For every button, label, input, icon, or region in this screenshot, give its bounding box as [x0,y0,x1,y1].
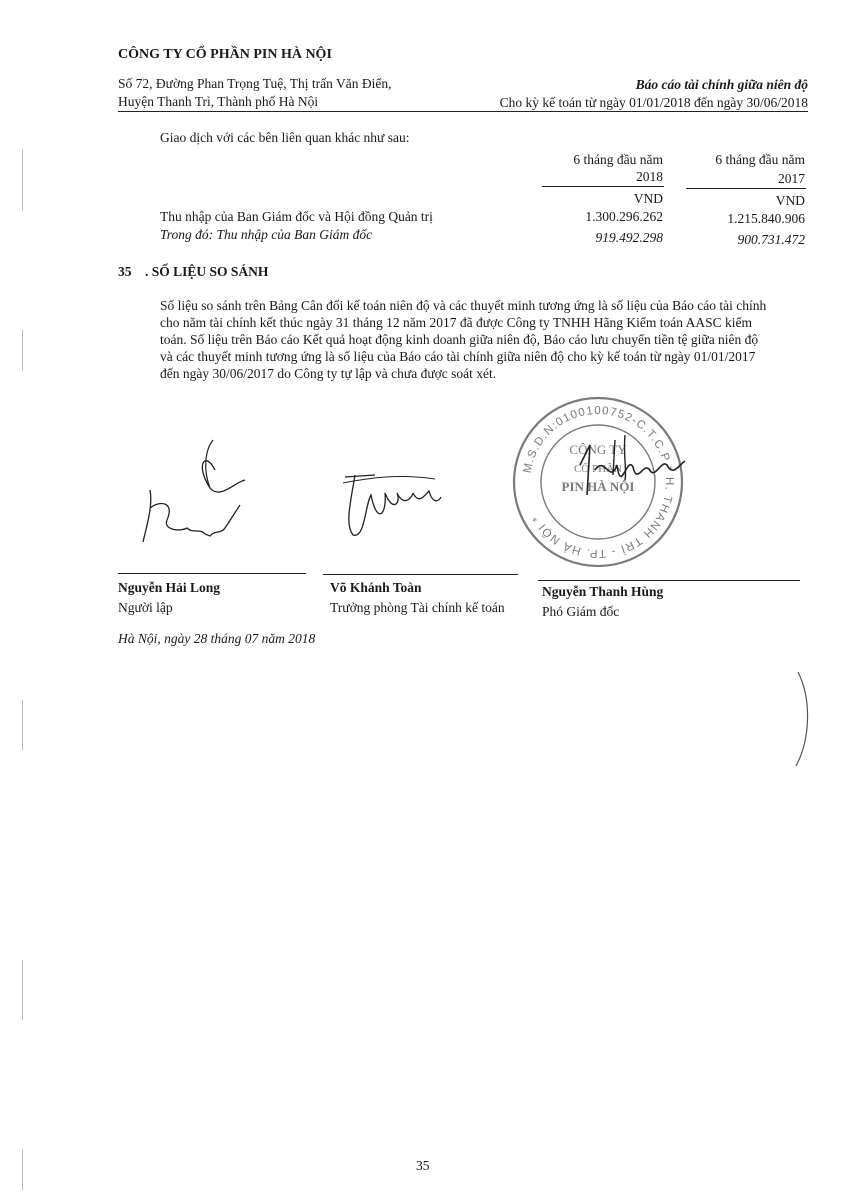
table-row-label: Thu nhập của Ban Giám đốc và Hội đồng Quản trị [160,209,433,224]
scan-edge-mark [22,330,23,370]
stamp-center-line-1: CÔNG TY [569,442,627,457]
signature-rule-accountant [323,574,518,575]
scan-edge-mark [22,700,23,750]
company-name: CÔNG TY CỔ PHẦN PIN HÀ NỘI [118,47,332,62]
section-title: . SỐ LIỆU SO SÁNH [145,264,269,279]
margin-mark [790,670,820,770]
signature-rule-preparer [118,573,306,574]
report-title: Báo cáo tài chính giữa niên độ [635,77,808,92]
section-paragraph [160,297,808,382]
signature-rule-director [538,580,800,581]
scan-edge-mark [22,960,23,1020]
address-line-1: Số 72, Đường Phan Trọng Tuệ, Thị trấn Văn Điển, [118,76,392,91]
paragraph-line: toán. Số liệu trên Báo cáo Kết quả hoạt động kinh doanh giữa niên độ, Báo cáo lưu chuyển tiền tệ giữa niên độ [160,332,759,347]
signatory-role-director: Phó Giám đốc [542,604,620,619]
table-row-value-2017: 1.215.840.906 [727,211,805,226]
address-line-2: Huyện Thanh Trì, Thành phố Hà Nội [118,94,319,109]
page-number: 35 [416,1158,430,1173]
place-date: Hà Nội, ngày 28 tháng 07 năm 2018 [118,631,316,646]
col-2017-header-line2: 2017 [778,171,805,186]
signature-accountant [335,465,445,545]
signatory-role-preparer: Người lập [118,600,173,615]
report-period: Cho kỳ kế toán từ ngày 01/01/2018 đến ngày 30/06/2018 [499,95,808,110]
signatory-name-accountant: Võ Khánh Toàn [330,580,422,595]
col-2018-rule [542,186,664,187]
paragraph-line: cho năm tài chính kết thúc ngày 31 tháng 12 năm 2017 đã được Công ty TNHH Hãng Kiểm toán AASC kiểm [160,315,752,330]
scan-edge-mark [22,1150,23,1190]
col-2017-header-line1: 6 tháng đầu năm [715,152,805,167]
paragraph-line: và các thuyết minh tương ứng là số liệu của Báo cáo tài chính giữa niên độ cho kỳ kế toán từ ngày 01/01/2017 [160,349,756,364]
table-row-label: Trong đó: Thu nhập của Ban Giám đốc [160,227,373,242]
related-party-intro: Giao dịch với các bên liên quan khác như sau: [160,130,410,145]
stamp-ring-text: M.S.D.N:0100100752-C.T.C.P * H. THANH TRÌ - TP. HÀ NỘI * [521,404,676,560]
signatory-name-director: Nguyễn Thanh Hùng [542,584,664,599]
col-2018-header-line1: 6 tháng đầu năm [573,152,663,167]
signatory-name-preparer: Nguyễn Hải Long [118,580,221,595]
col-2018-header-line2: 2018 [636,169,663,184]
stamp-center-line-3: PIN HÀ NỘI [561,479,635,494]
scan-edge-mark [22,150,23,210]
unit-2018: VND [633,191,663,206]
paragraph-line: đến ngày 30/06/2017 do Công ty tự lập và chưa được soát xét. [160,366,497,381]
section-number: 35 [118,264,132,279]
stamp-center-line-2: CỔ PHẦN [574,463,622,475]
table-row-value-2018: 919.492.298 [595,230,663,245]
col-2017-rule [686,188,806,189]
table-row-value-2018: 1.300.296.262 [585,209,663,224]
signature-director [555,425,695,515]
unit-2017: VND [775,193,805,208]
signatory-role-accountant: Trưởng phòng Tài chính kế toán [330,600,505,615]
table-row-value-2017: 900.731.472 [737,232,805,247]
paragraph-line: Số liệu so sánh trên Bảng Cân đối kế toán niên độ và các thuyết minh tương ứng là số liệu của Báo cáo tài chính [160,298,767,313]
signature-preparer [135,430,275,560]
header-rule [118,111,808,112]
